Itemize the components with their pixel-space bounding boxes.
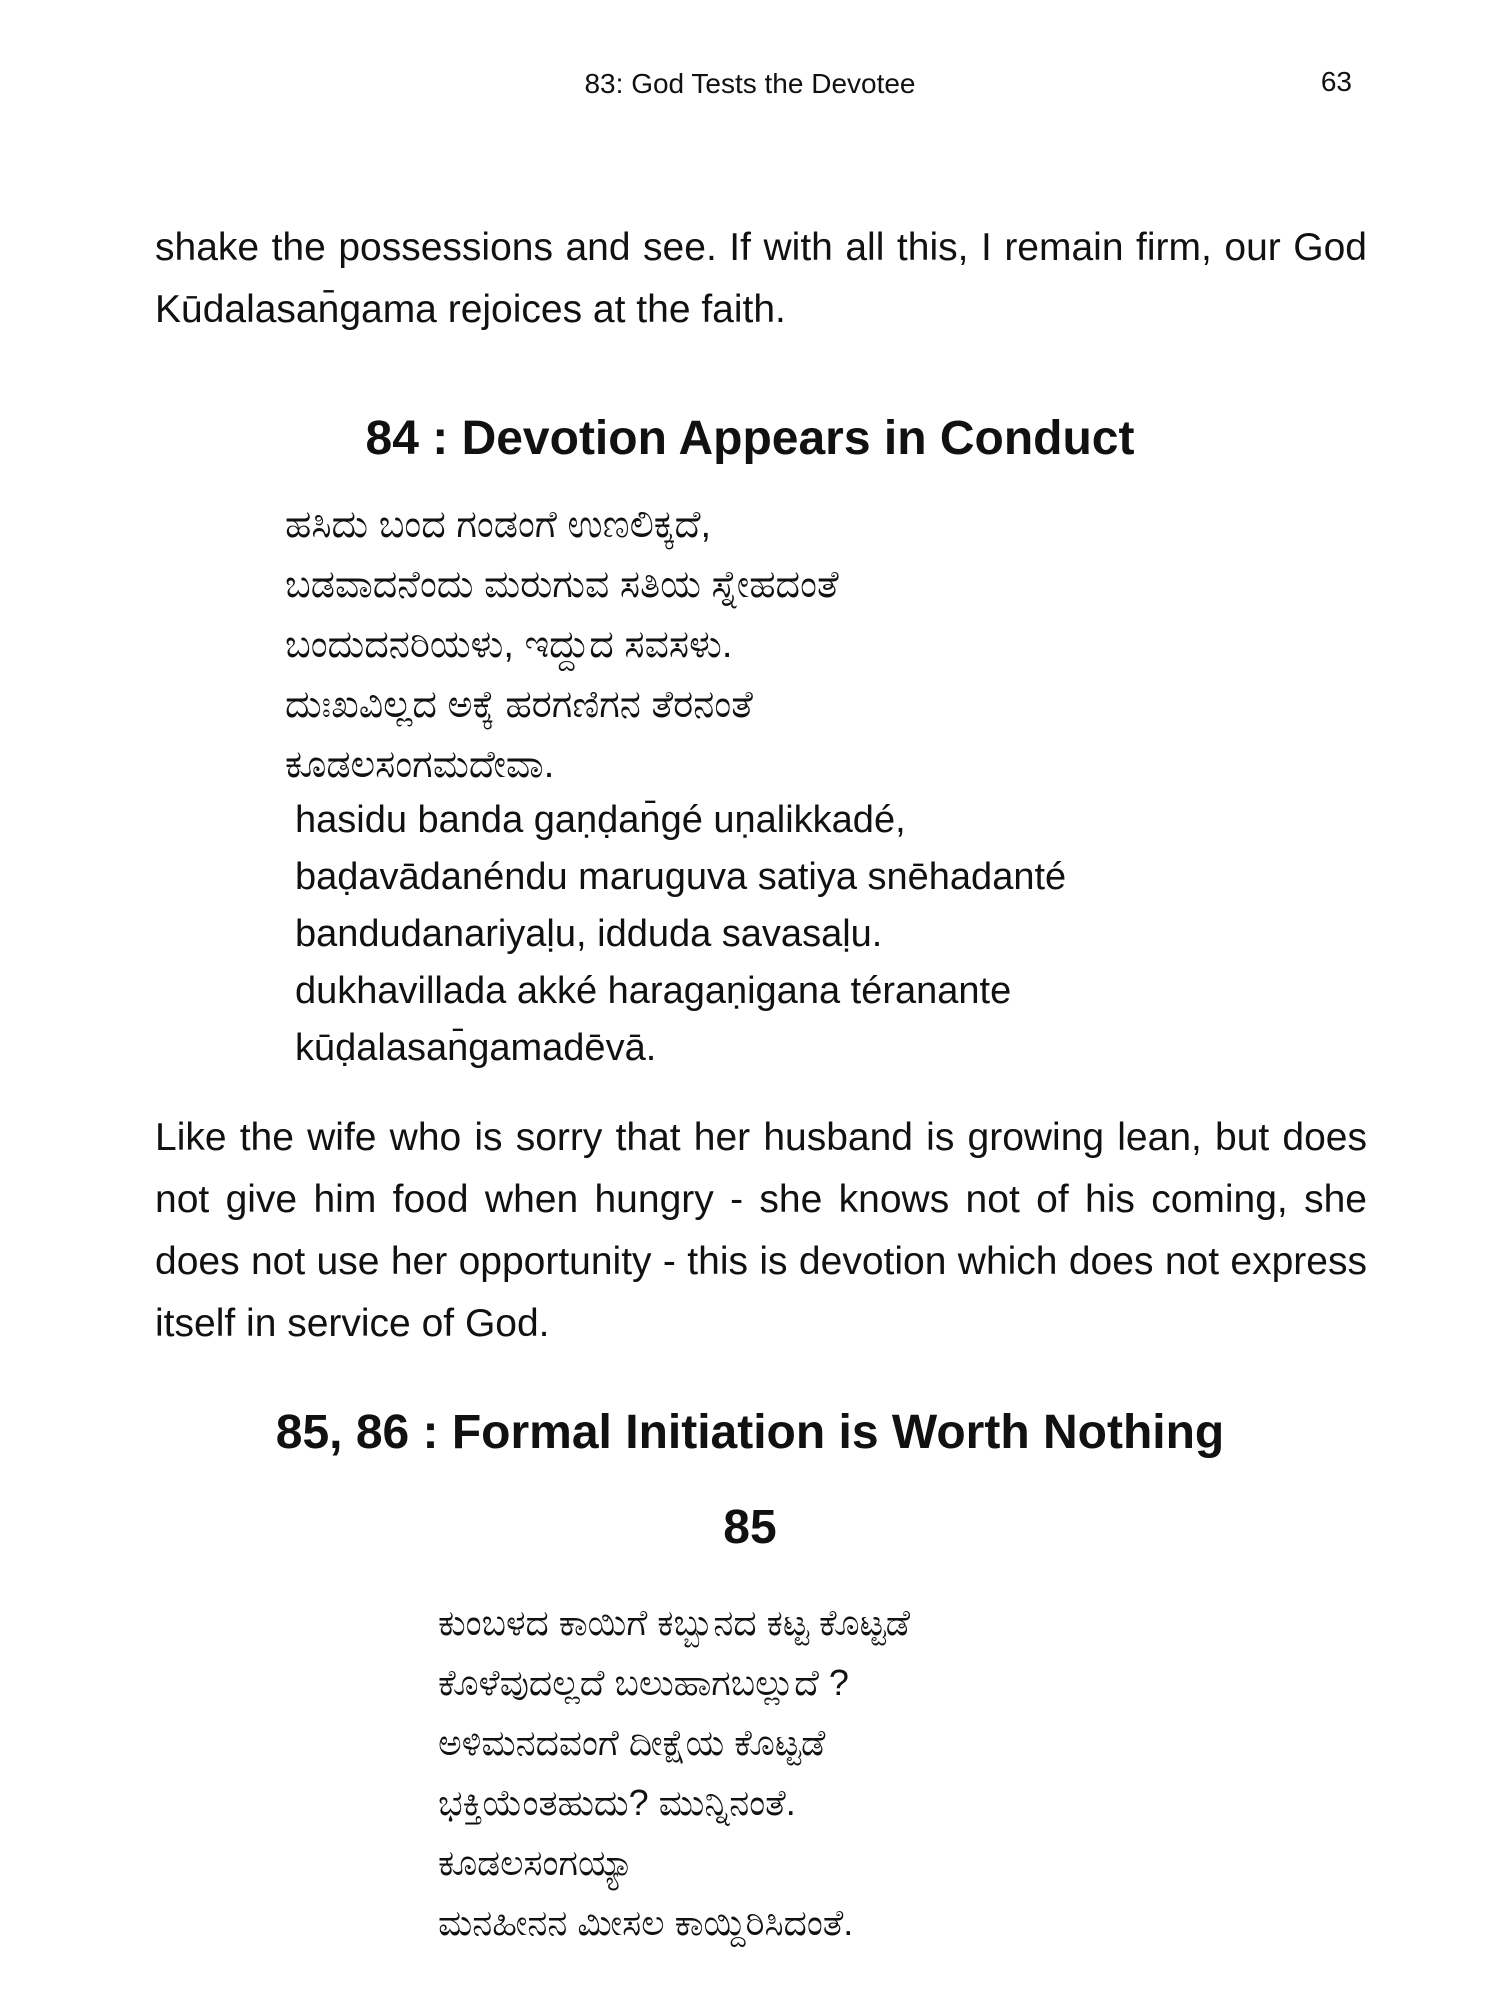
page-number: 63: [1320, 66, 1352, 97]
transliteration-line: kūḍalasan̄gamadēvā.: [295, 1027, 657, 1069]
verse-line: ಕೂಡಲಸಂಗಯ್ಯಾ: [438, 1842, 635, 1883]
verse-line: ಕುಂಬಳದ ಕಾಯಿಗೆ ಕಬ್ಬುನದ ಕಟ್ಟ ಕೊಟ್ಟಡೆ: [438, 1602, 911, 1643]
verse-line: ಮನಹೀನನ ಮೀಸಲ ಕಾಯ್ದಿರಿಸಿದಂತೆ.: [438, 1902, 854, 1943]
running-title: 83: God Tests the Devotee: [584, 68, 916, 99]
verse-line: ಭಕ್ತಿಯೆಂತಹುದು? ಮುನ್ನಿನಂತೆ.: [438, 1782, 796, 1823]
continuation-paragraph: shake the possessions and see. If with all this, I remain firm, our God Kūdalasan̄gama rejoices at the faith.: [155, 226, 1367, 331]
section-84-transliteration: [295, 792, 1066, 1077]
section-85-86-heading: 85, 86 : Formal Initiation is Worth Nothing: [275, 1406, 1225, 1459]
transliteration-line: bandudanariyaḷu, idduda savasaḷu.: [295, 913, 883, 955]
transliteration-line: hasidu banda gaṇḍan̄gé uṇalikkadé,: [295, 799, 906, 841]
section-85-subheading: 85: [723, 1501, 777, 1554]
section-84-kannada-verse: [285, 495, 839, 795]
section-84-heading: 84 : Devotion Appears in Conduct: [365, 412, 1135, 465]
verse-line: ಕೂಡಲಸಂಗಮದೇವಾ.: [285, 744, 555, 786]
transliteration-line: dukhavillada akké haragaṇigana téranante: [295, 970, 1012, 1012]
verse-line: ದುಃಖವಿಲ್ಲದ ಅಕ್ಕೆ ಹರಗಣಿಗನ ತೆರನಂತೆ: [285, 684, 753, 726]
verse-line: ಬಂದುದನರಿಯಳು, ಇದ್ದುದ ಸವಸಳು.: [285, 624, 733, 666]
verse-line: ಕೊಳೆವುದಲ್ಲದೆ ಬಲುಹಾಗಬಲ್ಲುದೆ ?: [438, 1662, 849, 1703]
verse-line: ಅಳಿಮನದವಂಗೆ ದೀಕ್ಷೆಯ ಕೊಟ್ಟಡೆ: [438, 1722, 826, 1763]
section-85-kannada-verse: [438, 1593, 910, 1953]
verse-line: ಹಸಿದು ಬಂದ ಗಂಡಂಗೆ ಉಣಲಿಕ್ಕದೆ,: [285, 504, 712, 546]
verse-line: ಬಡವಾದನೆಂದು ಮರುಗುವ ಸತಿಯ ಸ್ನೇಹದಂತೆ: [285, 564, 839, 606]
transliteration-line: baḍavādanéndu maruguva satiya snēhadanté: [295, 856, 1067, 898]
section-84-translation: Like the wife who is sorry that her husband is growing lean, but does not give him food when hungry - she knows not of his coming, she does not use her opportunity - this is devotion which does not express itself in service of God.: [155, 1116, 1367, 1345]
